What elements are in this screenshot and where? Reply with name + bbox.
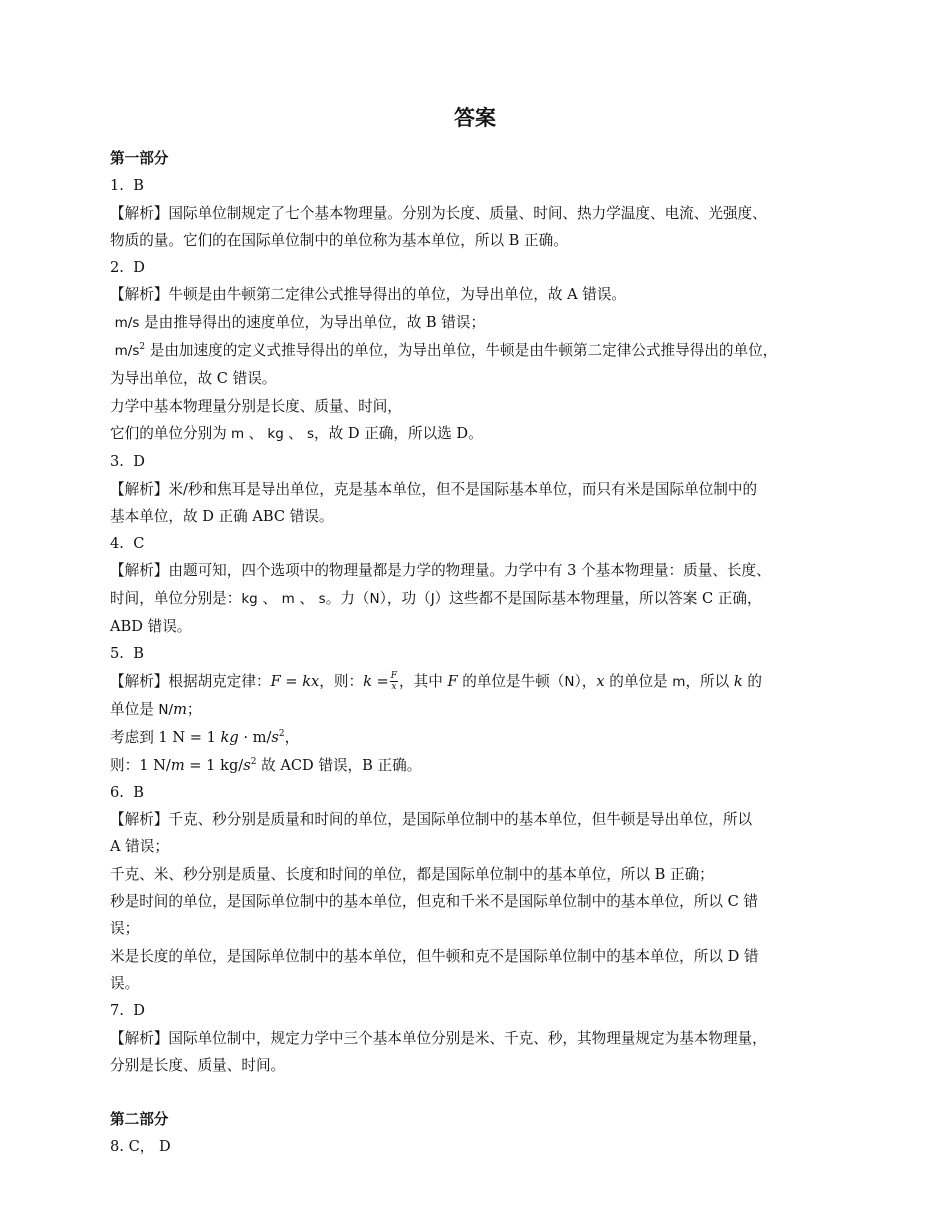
explanation-line: 单位是 N/m； [110,700,202,718]
answer-line-q6: 6. B [110,783,144,801]
explanation-line: A 错误； [110,838,169,856]
hooke-law-formula: F = kx [270,672,320,690]
explanation-q5: 【解析】根据胡克定律：F = kx，则：k = $\frac{F}{x}$ ，其中 F 的单位是牛顿（N），x 的单位是 m，所以 k 的 [110,671,762,693]
answer-line-q5: 5. B [110,645,144,663]
explanation-line: 为导出单位，故 C 错误。 [110,370,277,388]
explanation-line: m/s 是由推导得出的速度单位，为导出单位，故 B 错误； [114,313,486,331]
explanation-line: 时间，单位分别是：kg 、 m 、 s。力（N），功（J）这些都不是国际基本物理量，所以答案 C 正确， [110,589,762,607]
explanation-line: 考虑到 1 N = 1 kg · $m/s^2$， [110,729,300,747]
explanation-line: 基本单位，故 D 正确 ABC 错误。 [110,507,334,525]
explanation-q1: 【解析】国际单位制规定了七个基本物理量。分别为长度、质量、时间、热力学温度、电流、光强度、 [110,204,767,222]
explanation-line: 物质的量。它们的在国际单位制中的单位称为基本单位，所以 B 正确。 [110,231,568,249]
explanation-tag: 【解析】 [110,672,169,690]
explanation-line: $m/s^2$ 是由加速度的定义式推导得出的单位，为导出单位，牛顿是由牛顿第二定律公式推导得出的单位， [114,342,778,360]
explanation-tag: 【解析】 [110,480,169,498]
explanation-tag: 【解析】 [110,562,169,580]
explanation-tag: 【解析】 [110,204,169,222]
answer-content [110,145,855,1161]
explanation-line: 千克、米、秒分别是质量、长度和时间的单位，都是国际单位制中的基本单位，所以 B 正确； [110,865,714,883]
answer-line-q1: 1. B [110,177,144,195]
explanation-line: 米是长度的单位，是国际单位制中的基本单位，但牛顿和克不是国际单位制中的基本单位，所以 D 错 [110,947,759,965]
explanation-tag: 【解析】 [110,286,169,304]
explanation-line: 分别是长度、质量、时间。 [110,1056,286,1074]
explanation-line: 误。 [110,974,140,992]
section-heading-part1: 第一部分 [110,150,169,167]
explanation-q3: 【解析】米/秒和焦耳是导出单位，克是基本单位，但不是国际基本单位，而只有米是国际单位制中的 [110,480,758,498]
answer-line-q2: 2. D [110,259,145,277]
answer-line-q7: 7. D [110,1002,145,1020]
section-heading-part2: 第二部分 [110,1111,169,1129]
explanation-line: ABD 错误。 [110,618,192,636]
explanation-line: 力学中基本物理量分别是长度、质量、时间， [110,397,402,415]
explanation-tag: 【解析】 [110,1029,169,1047]
fraction-f-over-x: $\frac{F}{x}$ [390,671,398,693]
section-spacer [110,1079,855,1106]
explanation-line: 则：1 N/m = 1 $kg/s^2$ 故 ACD 错误，B 正确。 [110,756,422,774]
explanation-line: 误； [110,920,140,938]
explanation-q6: 【解析】千克、秒分别是质量和时间的单位，是国际单位制中的基本单位，但牛顿是导出单位，所以 [110,811,753,829]
explanation-q2: 【解析】牛顿是由牛顿第二定律公式推导得出的单位，为导出单位，故 A 错误。 [110,286,627,304]
explanation-line: 秒是时间的单位，是国际单位制中的基本单位，但克和千米不是国际单位制中的基本单位，所以 C 错 [110,893,758,911]
explanation-tag: 【解析】 [110,811,169,829]
answer-line-q4: 4. C [110,535,145,553]
explanation-q4: 【解析】由题可知，四个选项中的物理量都是力学的物理量。力学中有 3 个基本物理量：质量、长度、 [110,562,771,580]
answer-line-q3: 3. D [110,453,145,471]
explanation-q7: 【解析】国际单位制中，规定力学中三个基本单位分别是米、千克、秒，其物理量规定为基本物理量， [110,1029,767,1047]
page-title: 答案 [454,105,496,130]
answer-line-q8: 8. C， D [110,1138,171,1156]
explanation-line: 它们的单位分别为 m 、 kg 、 s，故 D 正确，所以选 D。 [110,424,483,442]
